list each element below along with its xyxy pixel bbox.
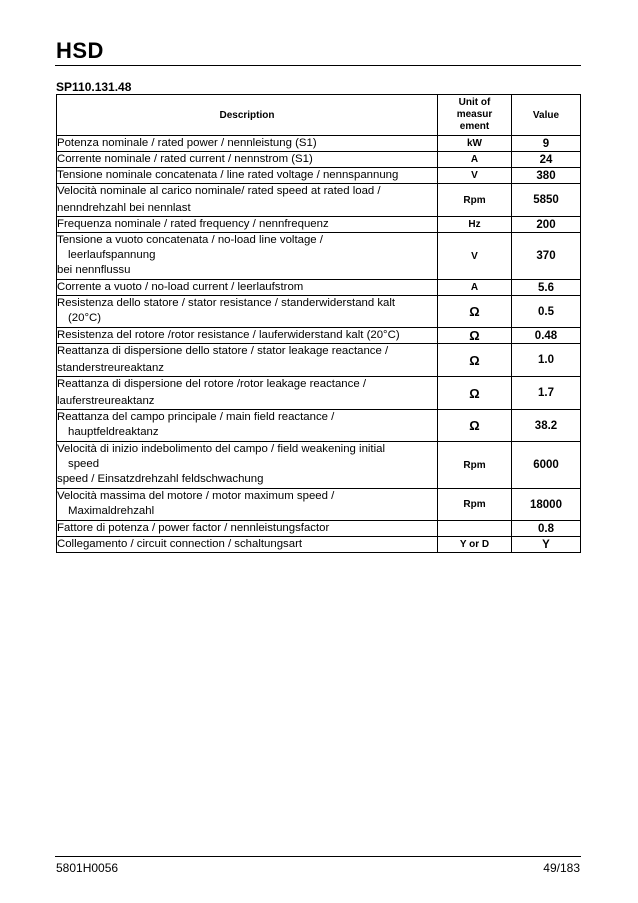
row-description-line: leerlaufspannung — [68, 249, 156, 261]
row-unit: Ω — [438, 344, 512, 377]
table-row — [57, 168, 581, 184]
row-value: 5.6 — [512, 280, 581, 296]
table-row — [57, 217, 581, 233]
row-value: 18000 — [512, 489, 581, 521]
row-description-line: Corrente a vuoto / no-load current / leerlaufstrom — [57, 281, 304, 293]
hsd-logo: HSD — [56, 38, 104, 63]
row-description-line: Tensione nominale concatenata / line rated voltage / nennspannung — [57, 169, 399, 181]
row-unit: A — [438, 280, 512, 296]
table-row — [57, 152, 581, 168]
row-description-line: speed — [68, 458, 100, 470]
row-value: 380 — [512, 168, 581, 184]
spec-table — [56, 94, 581, 553]
row-description-line: Velocità di inizio indebolimento del campo / field weakening initial — [57, 443, 385, 455]
row-value: 24 — [512, 152, 581, 168]
row-description — [57, 344, 438, 377]
row-description — [57, 152, 438, 168]
row-value: Y — [512, 537, 581, 553]
table-row — [57, 136, 581, 152]
row-description-line: (20°C) — [68, 312, 102, 324]
row-unit: Rpm — [438, 184, 512, 217]
document-code: SP110.131.48 — [56, 80, 132, 94]
row-description-line: Maximaldrehzahl — [68, 505, 155, 517]
row-description — [57, 280, 438, 296]
row-description-line: Potenza nominale / rated power / nennleistung (S1) — [57, 137, 317, 149]
header-unit-line: Unit of — [458, 97, 491, 108]
table-row — [57, 296, 581, 328]
row-description-line: Resistenza del rotore /rotor resistance / lauferwiderstand kalt (20°C) — [57, 329, 400, 341]
footer-doc-number: 5801H0056 — [56, 861, 119, 875]
row-description-line: hauptfeldreaktanz — [68, 426, 159, 438]
row-description-line: Tensione a vuoto concatenata / no-load line voltage / — [57, 234, 323, 246]
table-row — [57, 377, 581, 410]
row-value: 200 — [512, 217, 581, 233]
table-row — [57, 442, 581, 489]
row-unit: kW — [438, 136, 512, 152]
row-description — [57, 521, 438, 537]
row-description — [57, 217, 438, 233]
table-header-row — [57, 95, 581, 136]
footer-page-number: 49/183 — [543, 861, 580, 875]
row-unit: V — [438, 168, 512, 184]
row-description — [57, 537, 438, 553]
row-unit: Rpm — [438, 442, 512, 489]
row-description — [57, 168, 438, 184]
row-description — [57, 233, 438, 280]
row-unit: A — [438, 152, 512, 168]
table-row — [57, 328, 581, 344]
row-value: 1.7 — [512, 377, 581, 410]
row-description-line: Corrente nominale / rated current / nennstrom (S1) — [57, 153, 313, 165]
row-description — [57, 136, 438, 152]
row-description — [57, 489, 438, 521]
row-unit: Y or D — [438, 537, 512, 553]
row-description-line: speed / Einsatzdrehzahl feldschwachung — [57, 473, 264, 485]
table-row — [57, 410, 581, 442]
table-row — [57, 521, 581, 537]
row-unit: Ω — [438, 377, 512, 410]
row-unit: V — [438, 233, 512, 280]
footer-rule — [55, 856, 581, 857]
header-unit — [438, 95, 512, 136]
header-value: Value — [512, 95, 581, 136]
row-description-line: bei nennflussu — [57, 264, 131, 276]
row-value: 0.5 — [512, 296, 581, 328]
row-value: 370 — [512, 233, 581, 280]
row-unit: Ω — [438, 410, 512, 442]
row-description-line: Resistenza dello statore / stator resistance / standerwiderstand kalt — [57, 297, 396, 309]
row-description — [57, 410, 438, 442]
row-description-line: Collegamento / circuit connection / schaltungsart — [57, 538, 303, 550]
row-description-line: standerstreureaktanz — [57, 362, 165, 374]
row-unit: Rpm — [438, 489, 512, 521]
header-description: Description — [57, 95, 438, 136]
row-unit: Ω — [438, 328, 512, 344]
row-description-line: Frequenza nominale / rated frequency / nennfrequenz — [57, 218, 329, 230]
row-value: 38.2 — [512, 410, 581, 442]
row-value: 1.0 — [512, 344, 581, 377]
row-description-line: Velocità massima del motore / motor maximum speed / — [57, 490, 335, 502]
row-description-line: Velocità nominale al carico nominale/ rated speed at rated load / — [57, 185, 381, 197]
table-row — [57, 184, 581, 217]
row-value: 9 — [512, 136, 581, 152]
row-unit: Hz — [438, 217, 512, 233]
row-description — [57, 328, 438, 344]
row-description-line: nenndrehzahl bei nennlast — [57, 202, 191, 214]
row-description-line: Reattanza di dispersione del rotore /rotor leakage reactance / — [57, 378, 366, 390]
row-description-line: Fattore di potenza / power factor / nennleistungsfactor — [57, 522, 330, 534]
header-unit-line: ement — [459, 121, 490, 132]
header-rule — [55, 65, 581, 66]
table-row — [57, 489, 581, 521]
header-unit-line: measur — [456, 109, 493, 120]
row-description — [57, 377, 438, 410]
row-description-line: lauferstreureaktanz — [57, 395, 155, 407]
table-row — [57, 537, 581, 553]
table-row — [57, 233, 581, 280]
row-description-line: Reattanza del campo principale / main field reactance / — [57, 411, 335, 423]
row-description-line: Reattanza di dispersione dello statore / stator leakage reactance / — [57, 345, 389, 357]
row-description — [57, 442, 438, 489]
table-row — [57, 280, 581, 296]
row-description — [57, 296, 438, 328]
row-description — [57, 184, 438, 217]
row-unit — [438, 521, 512, 537]
table-row — [57, 344, 581, 377]
row-unit: Ω — [438, 296, 512, 328]
row-value: 0.48 — [512, 328, 581, 344]
row-value: 0.8 — [512, 521, 581, 537]
row-value: 5850 — [512, 184, 581, 217]
row-value: 6000 — [512, 442, 581, 489]
